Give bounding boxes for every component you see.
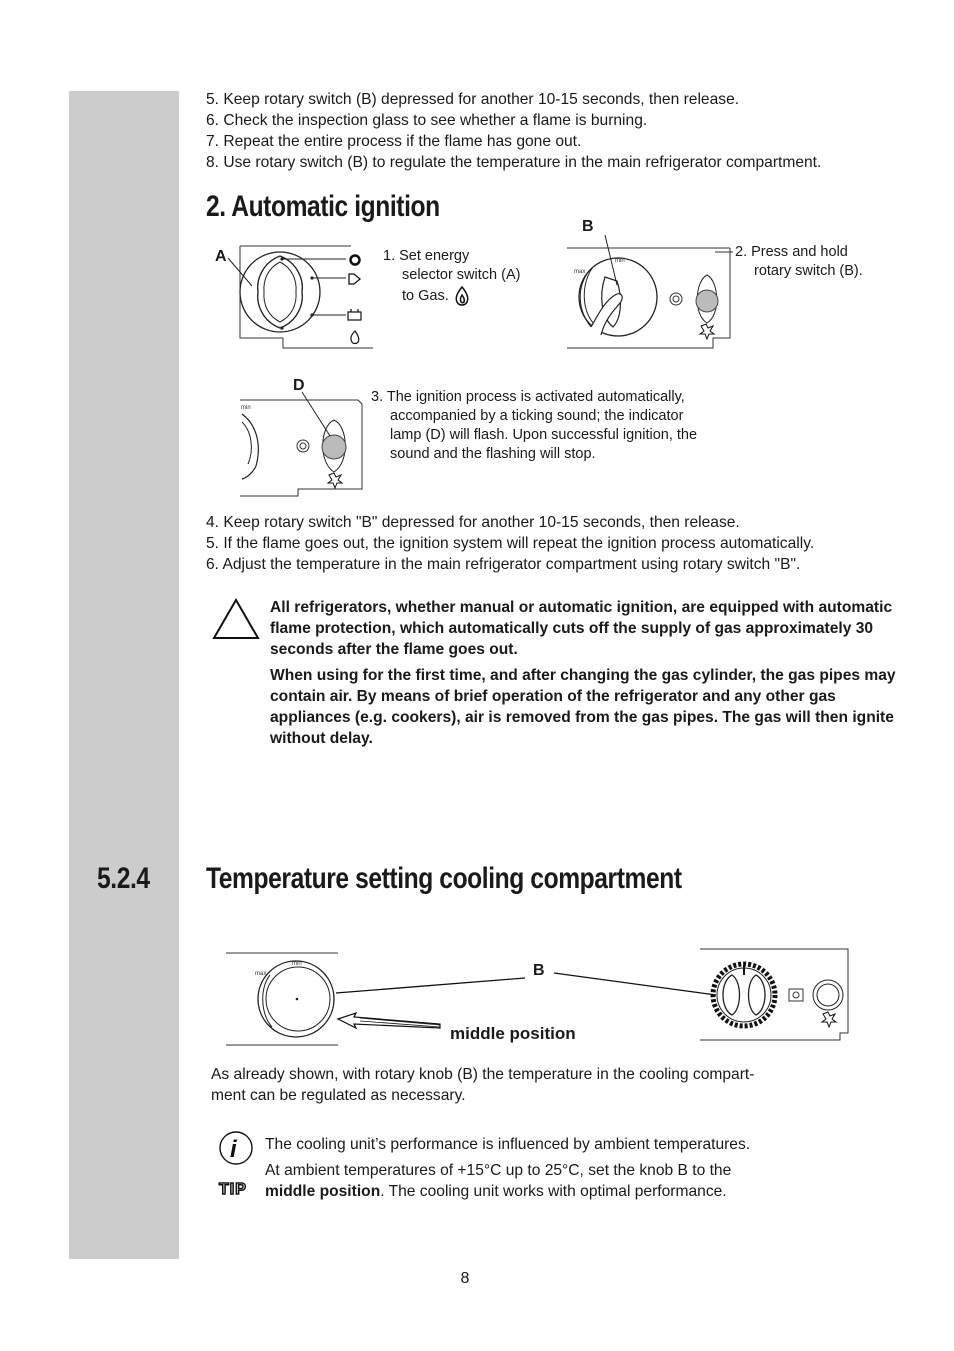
battery-icon: [348, 312, 361, 320]
svg-text:min: min: [241, 405, 251, 411]
label-b: B: [582, 218, 594, 235]
rotary-switch-figure: [565, 215, 740, 355]
list-item: 7. Repeat the entire process if the flame has gone out.: [206, 133, 582, 150]
step-2-text: 2. Press and hold rotary switch (B).: [735, 244, 863, 279]
middle-position-label: middle position: [450, 1024, 576, 1043]
spark-icon: [700, 324, 714, 339]
off-icon: [351, 256, 360, 265]
svg-text:i: i: [230, 1136, 237, 1163]
list-item: 4. Keep rotary switch "B" depressed for another 10-15 seconds, then release.: [206, 514, 740, 531]
indicator-lamp: [322, 435, 346, 459]
spark-icon: [328, 473, 342, 488]
warning-text: All refrigerators, whether manual or automatic ignition, are equipped with automatic flame protection, which automatically cuts off the supply of gas approximately 30 seconds after the flame goes out. When using for the first time, and after changing the gas cylinder, the gas pipes may contain air. By means of brief operation of the refrigerator and any other gas appliances (e.g. cookers), air is removed from the gas pipes. The gas will then ignite without delay.: [270, 599, 896, 747]
section-number: 5.2.4: [97, 862, 150, 895]
label-b: B: [533, 962, 545, 979]
label-a: A: [215, 248, 227, 265]
list-item: 6. Adjust the temperature in the main refrigerator compartment using rotary switch "B".: [206, 556, 801, 573]
automatic-ignition-heading: 2. Automatic ignition: [206, 190, 440, 223]
list-item: 5. Keep rotary switch (B) depressed for another 10-15 seconds, then release.: [206, 91, 740, 108]
mains-icon: [349, 274, 360, 284]
gas-flame-icon: [453, 285, 471, 307]
label-d: D: [293, 377, 305, 394]
page-number: 8: [460, 1270, 470, 1287]
tip-text: The cooling unit’s performance is influenced by ambient temperatures. At ambient temperatures of +15°C up to 25°C, set the knob B to the middle position. The cooling unit works with optimal performance.: [265, 1136, 751, 1200]
indicator-lamp: [696, 290, 718, 312]
step-3-text: 3. The ignition process is activated automatically, accompanied by a ticking sound; the indicator lamp (D) will flash. Upon successful ignition, the sound and the flashing will stop.: [371, 389, 698, 462]
svg-text:max: max: [574, 269, 586, 275]
manual-steps-list: [206, 89, 821, 173]
warning-icon: [212, 597, 262, 641]
gas-flame-icon: [351, 331, 359, 344]
cooling-body-text: As already shown, with rotary knob (B) the temperature in the cooling compart- ment can be regulated as necessary.: [211, 1066, 755, 1104]
cooling-knob-figure: [220, 945, 860, 1055]
energy-selector-figure: [208, 240, 383, 355]
sidebar-bar: [69, 91, 179, 1259]
list-item: 6. Check the inspection glass to see whether a flame is burning.: [206, 112, 648, 129]
svg-text:min: min: [615, 258, 625, 264]
list-item: 5. If the flame goes out, the ignition system will repeat the ignition process automatically.: [206, 535, 815, 552]
tip-label: TIP: [219, 1181, 247, 1198]
svg-text:min: min: [292, 961, 302, 967]
svg-text:max: max: [255, 971, 267, 977]
list-item: 8. Use rotary switch (B) to regulate the temperature in the main refrigerator compartment.: [206, 154, 822, 171]
section-title: Temperature setting cooling compartment: [206, 862, 682, 895]
spark-icon: [822, 1012, 836, 1027]
info-icon: [217, 1130, 257, 1168]
automatic-steps-list: [206, 512, 814, 575]
indicator-lamp-figure: [238, 374, 368, 504]
step-1-text: 1. Set energy selector switch (A) to Gas.: [383, 247, 520, 307]
